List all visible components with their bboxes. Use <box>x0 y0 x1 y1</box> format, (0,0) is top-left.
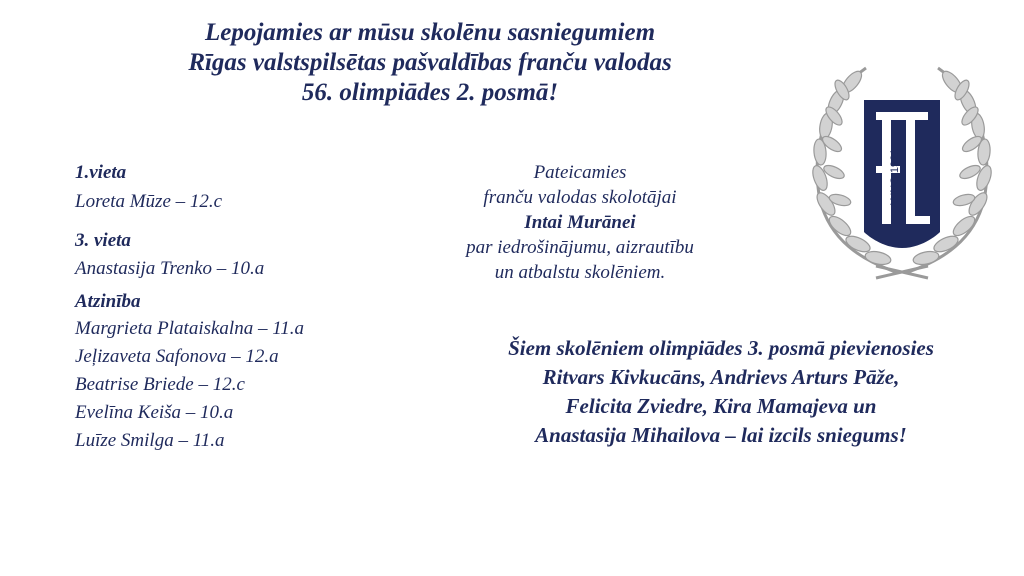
announcement-line-4: Anastasija Mihailova – lai izcils sniegums! <box>535 423 907 447</box>
third-place-winner: Anastasija Trenko – 10.a <box>75 258 265 279</box>
honorable-winner: Jeļizaveta Safonova – 12.a <box>75 346 279 367</box>
announcement-line-1: Šiem skolēniem olimpiādes 3. posmā pievienosies <box>508 336 934 360</box>
title-line-1: Lepojamies ar mūsu skolēnu sasniegumiem <box>204 19 656 46</box>
announcement-line-3: Felicita Zviedre, Kira Mamajeva un <box>565 394 877 418</box>
thanks-line-2: franču valodas skolotājai <box>483 187 677 208</box>
honorable-heading: Atzinība <box>75 291 141 312</box>
thanks-line-1: Pateicamies <box>533 162 627 183</box>
thanks-line-4: un atbalstu skolēniem. <box>494 262 666 283</box>
first-place-winner: Loreta Mūze – 12.c <box>75 191 223 212</box>
honorable-winner: Evelīna Keiša – 10.a <box>75 402 234 423</box>
emblem-icon <box>864 100 940 248</box>
logo-text: ANNO 1921 <box>889 148 901 208</box>
third-place-heading: 3. vieta <box>75 230 131 251</box>
title-line-3: 56. olimpiādes 2. posmā! <box>301 79 559 106</box>
honorable-winner: Luīze Smilga – 11.a <box>75 430 225 451</box>
title-line-2: Rīgas valstspilsētas pašvaldības franču valodas <box>188 49 672 76</box>
school-logo <box>806 60 998 282</box>
page-title <box>150 18 710 108</box>
announcement <box>440 334 1002 450</box>
thanks-block <box>440 160 720 285</box>
thanks-line-3: par iedrošinājumu, aizrautību <box>466 237 694 258</box>
honorable-winner: Margrieta Plataiskalna – 11.a <box>75 318 305 339</box>
teacher-name: Intai Murānei <box>524 212 636 233</box>
announcement-line-2: Ritvars Kivkucāns, Andrievs Arturs Pāže, <box>542 365 900 389</box>
honorable-winner: Beatrise Briede – 12.c <box>75 374 245 395</box>
first-place-heading: 1.vieta <box>75 162 127 183</box>
